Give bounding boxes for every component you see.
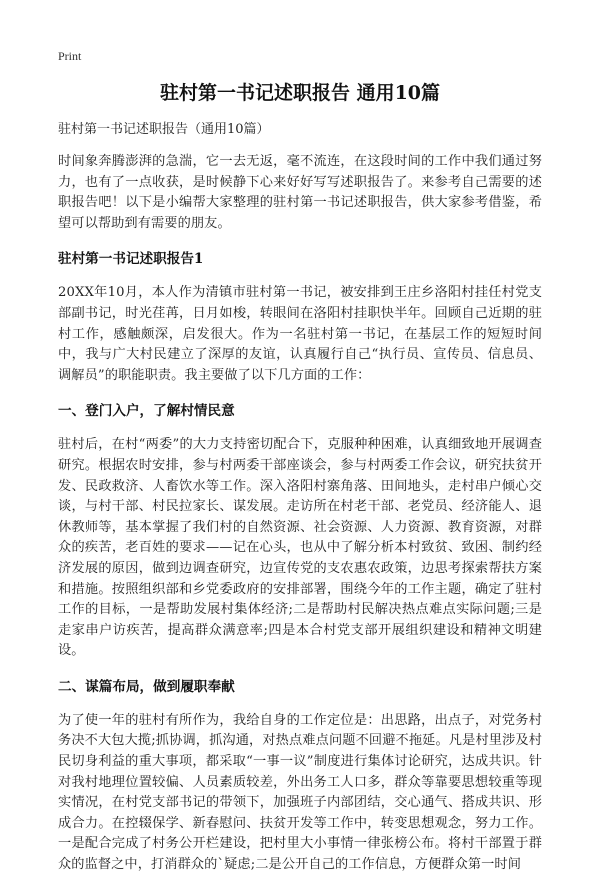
section1-paragraph: 驻村后，在村“两委”的大力支持密切配合下，克服种种困难，认真细致地开展调查研究。根据农时安排，参与村两委干部座谈会，参与村两委工作会议，研究扶贫开发、民政救济、人畜饮水等工作。深入洛阳村寨角落、田间地头，走村串户倾心交谈，与村干部、村民拉家长、谋发展。走访所在村老干部、老党员、经济能人、退休教师等，基本掌握了我们村的自然资源、社会资源、人力资源、教育资源，对群众的疾苦，老百姓的要求——记在心头，也从中了解分析本村致贫、致困、制约经济发展的原因，做到边调查研究，边宣传党的支农惠农政策，边思考探索帮扶方案和措施。按照组织部和乡党委政府的安排部署，围绕今年的工作主题，确定了驻村工作的目标，一是帮助发展村集体经济;二是帮助村民解决热点难点实际问题;三是走家串户访疾苦，提高群众满意率;四是本合村党支部开展组织建设和精神文明建设。 (58, 437, 542, 659)
document-body (58, 120, 542, 891)
intro-paragraph: 时间象奔腾澎湃的急湍，它一去无返，毫不流连，在这段时间的工作中我们通过努力，也有了一点收获，是时候静下心来好好写写述职报告了。来参考自己需要的述职报告吧！以下是小编帮大家整理的驻村第一书记述职报告，供大家参考借鉴，希望可以帮助到有需要的朋友。 (58, 154, 542, 231)
report-heading: 驻村第一书记述职报告1 (58, 251, 204, 268)
document-subtitle: 驻村第一书记述职报告（通用10篇） (58, 122, 270, 137)
section2-paragraph: 为了使一年的驻村有所作为，我给自身的工作定位是：出思路，出点子，对党务村务决不大包大揽;抓协调，抓沟通，对热点难点问题不回避不拖延。凡是村里涉及村民切身利益的重大事项，都采取“一事一议”制度进行集体讨论研究，达成共识。针对我村地理位置较偏、人员素质较差，外出务工人口多，群众等靠要思想较重等现实情况，在村党支部书记的带领下，加强班子内部团结，交心通气、搭成共识、形成合力。在控辍保学、新春慰问、扶贫开发等工作中，转变思想观念，努力工作。一是配合完成了村务公开栏建设，把村里大小事情一律张榜公布。将村干部置于群众的监督之中，打消群众的`疑虑;二是公开自己的工作信息，方便群众第一时间 (58, 712, 542, 873)
print-label[interactable]: Print (58, 49, 82, 63)
section1-heading: 一、登门入户，了解村情民意 (58, 403, 235, 420)
page-title: 驻村第一书记述职报告 通用10篇 (159, 82, 441, 104)
report-paragraph: 20XX年10月，本人作为清镇市驻村第一书记，被安排到王庄乡洛阳村挂任村党支部副书记，时光荏苒，日月如梭，转眼间在洛阳村挂职快半年。回顾自己近期的驻村工作，感触颇深，启发很大。作为一名驻村第一书记，在基层工作的短短时间中，我与广大村民建立了深厚的友谊，认真履行自己“执行员、宣传员、信息员、调解员”的职能职责。我主要做了以下几方面的工作： (58, 285, 542, 383)
section2-heading: 二、谋篇布局，做到履职奉献 (58, 678, 235, 695)
